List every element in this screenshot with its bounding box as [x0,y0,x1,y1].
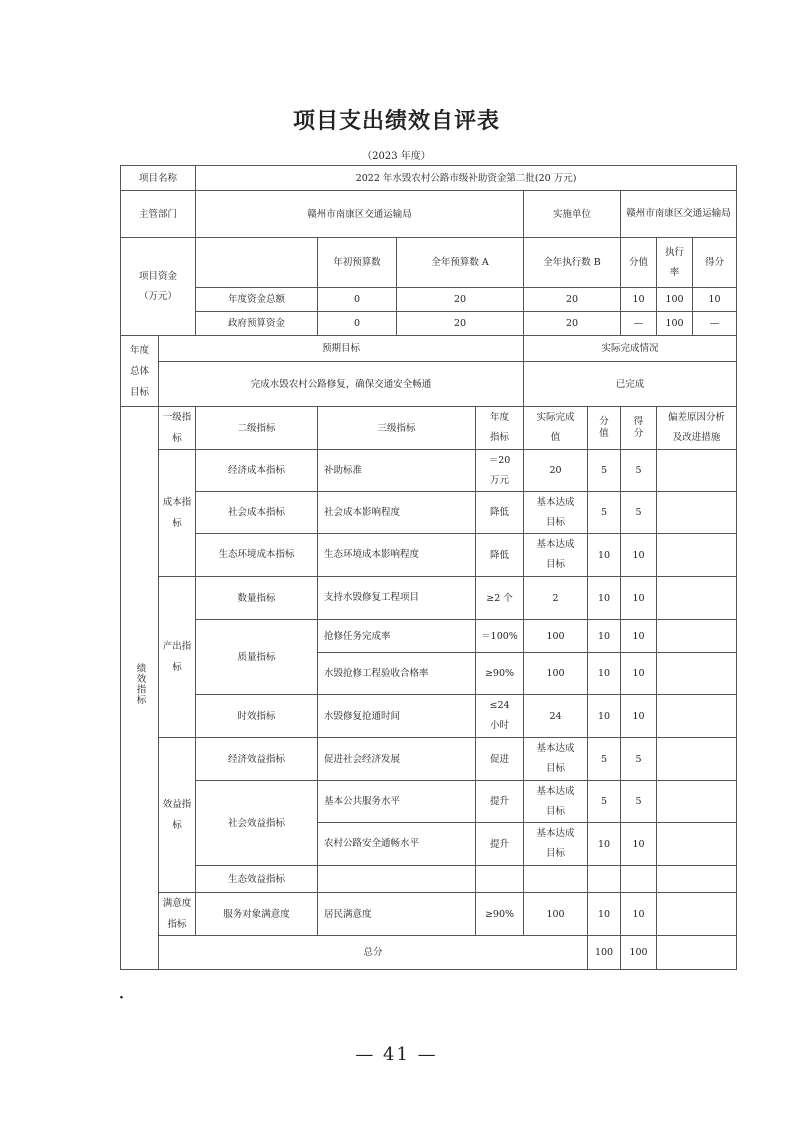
l1-cell: 效益指标 [159,738,196,893]
year-note: （2023 年度） [362,151,431,162]
l2-cell: 社会成本指标 [196,492,318,534]
funds-unit: （万元） [139,290,178,302]
score-cell: 10 [588,534,621,577]
actual-header: 实际完成情况 [524,336,737,362]
actual-status: 已完成 [524,362,737,407]
l2-cell: 数量指标 [196,577,318,620]
note-cell [657,534,737,577]
target-cell [476,866,524,893]
got-cell: 10 [621,577,657,620]
target-cell: ≥90% [476,893,524,936]
note-cell [657,893,737,936]
target-cell: 降低 [476,534,524,577]
target-cell: 降低 [476,492,524,534]
page-number: — 41 — [355,1044,438,1065]
note-cell [657,450,737,492]
project-name: 2022 年水毁农村公路市级补助资金第二批(20 万元) [196,166,737,191]
actual-cell: 基本达成目标 [524,492,588,534]
project-name-label: 项目名称 [121,166,196,191]
bullet-dot: · [119,990,124,1006]
actual-cell: 基本达成目标 [524,781,588,823]
l3-cell: 农村公路安全通畅水平 [318,823,476,866]
target-cell: 提升 [476,823,524,866]
score-cell: 10 [588,577,621,620]
impl-label: 实施单位 [524,191,621,238]
actual-cell: 100 [524,893,588,936]
l3-cell: 基本公共服务水平 [318,781,476,823]
l3-cell: 促进社会经济发展 [318,738,476,781]
funds-label-cell [121,238,196,336]
funds-header-blank [196,238,318,288]
score-cell: 10 [588,653,621,695]
target-cell: ≤24 小时 [476,695,524,738]
got-cell: 10 [621,620,657,653]
funds-label: 项目资金 [139,270,178,282]
funds-row-name: 年度资金总额 [196,288,318,312]
expected-header: 预期目标 [159,336,524,362]
impl-value: 赣州市南康区交通运输局 [621,191,737,238]
total-score: 100 [588,936,621,970]
indicator-header: 得分 [621,407,657,450]
l2-cell: 生态效益指标 [196,866,318,893]
note-cell [657,653,737,695]
target-cell: ≥2 个 [476,577,524,620]
indicators-label: 绩效指标 [134,663,146,705]
indicator-header: 三级指标 [318,407,476,450]
l3-cell: 水毁修复抢通时间 [318,695,476,738]
l3-cell: 补助标准 [318,450,476,492]
funds-cell: 0 [318,312,397,336]
got-cell: 10 [621,534,657,577]
l3-cell: 抢修任务完成率 [318,620,476,653]
note-cell [657,620,737,653]
got-cell: 5 [621,492,657,534]
indicator-header: 偏差原因分析及改进措施 [657,407,737,450]
score-cell: 5 [588,450,621,492]
funds-cell: 20 [397,288,524,312]
note-cell [657,738,737,781]
actual-cell [524,866,588,893]
funds-cell: 20 [524,312,621,336]
funds-header: 分值 [621,238,657,288]
target-cell: ≥90% [476,653,524,695]
note-cell [657,781,737,823]
indicator-header: 实际完成值 [524,407,588,450]
got-cell [621,866,657,893]
l2-cell: 社会效益指标 [196,781,318,866]
score-cell: 10 [588,695,621,738]
funds-cell: 100 [657,288,693,312]
indicator-header: 一级指标 [159,407,196,450]
target-cell: ＝20 万元 [476,450,524,492]
actual-cell: 24 [524,695,588,738]
target-cell: ＝100% [476,620,524,653]
note-cell [657,492,737,534]
l1-cell: 产出指标 [159,577,196,738]
actual-cell: 2 [524,577,588,620]
l3-cell: 社会成本影响程度 [318,492,476,534]
got-cell: 10 [621,823,657,866]
expected-goal: 完成水毁农村公路修复，确保交通安全畅通 [159,362,524,407]
funds-header: 得分 [693,238,737,288]
funds-cell: — [621,312,657,336]
score-cell: 10 [588,823,621,866]
funds-cell: 0 [318,288,397,312]
target-cell: 提升 [476,781,524,823]
l2-cell: 经济成本指标 [196,450,318,492]
score-cell: 5 [588,492,621,534]
l3-cell: 生态环境成本影响程度 [318,534,476,577]
actual-cell: 100 [524,620,588,653]
l1-cell: 成本指标 [159,450,196,577]
got-cell: 10 [621,893,657,936]
note-cell [657,577,737,620]
got-cell: 10 [621,653,657,695]
l3-cell: 水毁抢修工程验收合格率 [318,653,476,695]
score-cell: 5 [588,781,621,823]
got-cell: 5 [621,450,657,492]
dept-value: 赣州市南康区交通运输局 [196,191,524,238]
indicator-header: 二级指标 [196,407,318,450]
total-note [657,936,737,970]
actual-cell: 20 [524,450,588,492]
l2-cell: 生态环境成本指标 [196,534,318,577]
indicators-label-cell [121,407,159,970]
actual-cell: 基本达成目标 [524,534,588,577]
l3-cell: 支持水毁修复工程项目 [318,577,476,620]
overall-label: 年度总体目标 [121,336,159,407]
funds-row-name: 政府预算资金 [196,312,318,336]
funds-header: 年初预算数 [318,238,397,288]
got-cell: 5 [621,781,657,823]
funds-cell: 20 [397,312,524,336]
funds-header: 执行率 [657,238,693,288]
l1-cell: 满意度指标 [159,893,196,936]
funds-cell: 100 [657,312,693,336]
note-cell [657,695,737,738]
actual-cell: 100 [524,653,588,695]
l2-cell: 时效指标 [196,695,318,738]
document-title: 项目支出绩效自评表 [292,109,500,134]
funds-cell: 10 [621,288,657,312]
self-evaluation-table [120,165,737,970]
l2-cell: 经济效益指标 [196,738,318,781]
funds-cell: 10 [693,288,737,312]
actual-cell: 基本达成目标 [524,738,588,781]
score-cell: 10 [588,620,621,653]
score-cell: 5 [588,738,621,781]
score-cell [588,866,621,893]
got-cell: 10 [621,695,657,738]
target-cell: 促进 [476,738,524,781]
note-cell [657,866,737,893]
l3-cell [318,866,476,893]
funds-cell: — [693,312,737,336]
total-label: 总分 [159,936,588,970]
funds-cell: 20 [524,288,621,312]
total-got: 100 [621,936,657,970]
dept-label: 主管部门 [121,191,196,238]
funds-header: 全年预算数 A [397,238,524,288]
l2-cell: 质量指标 [196,620,318,695]
funds-header: 全年执行数 B [524,238,621,288]
note-cell [657,823,737,866]
indicator-header: 分值 [588,407,621,450]
actual-cell: 基本达成目标 [524,823,588,866]
indicator-header: 年度指标 [476,407,524,450]
l2-cell: 服务对象满意度 [196,893,318,936]
score-cell: 10 [588,893,621,936]
l3-cell: 居民满意度 [318,893,476,936]
got-cell: 5 [621,738,657,781]
